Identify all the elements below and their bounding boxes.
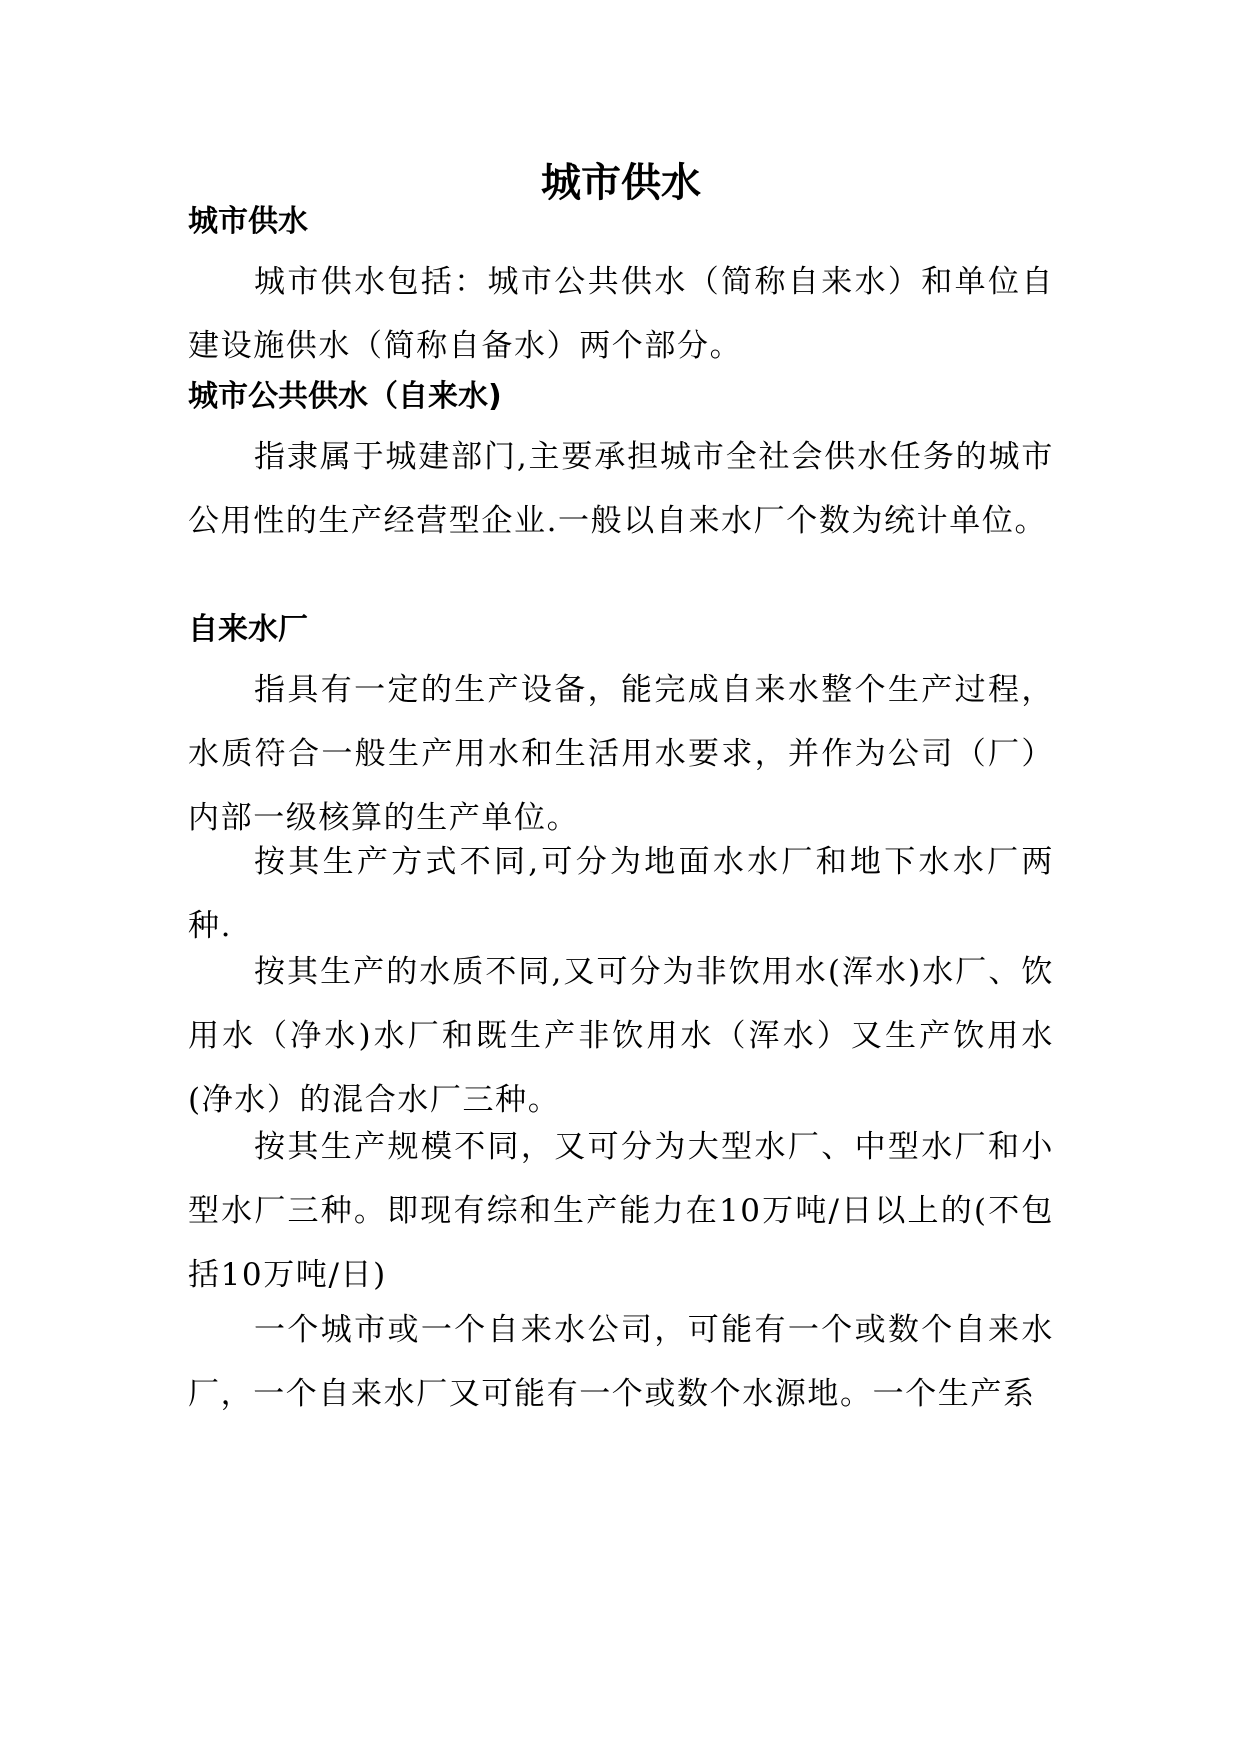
paragraph-by-production-scale: 按其生产规模不同，又可分为大型水厂、中型水厂和小型水厂三种。即现有综和生产能力在10万吨/日以上的(不包括10万吨/日) xyxy=(188,1129,1054,1293)
paragraph-waterworks-definition: 指具有一定的生产设备，能完成自来水整个生产过程，水质符合一般生产用水和生活用水要求，并作为公司（厂）内部一级核算的生产单位。 xyxy=(188,672,1054,836)
paragraph-public-water-supply-definition: 指隶属于城建部门,主要承担城市全社会供水任务的城市公用性的生产经营型企业.一般以自来水厂个数为统计单位。 xyxy=(188,439,1054,539)
paragraph-by-water-quality: 按其生产的水质不同,又可分为非饮用水(浑水)水厂、饮用水（净水)水厂和既生产非饮用水（浑水）又生产饮用水(净水）的混合水厂三种。 xyxy=(188,954,1054,1118)
section-heading-public-water-supply: 城市公共供水（自来水) xyxy=(188,379,502,414)
paragraph-by-production-method: 按其生产方式不同,可分为地面水水厂和地下水水厂两种. xyxy=(188,844,1054,944)
page-title: 城市供水 xyxy=(541,159,701,206)
section-heading-waterworks: 自来水厂 xyxy=(188,612,308,647)
section-heading-urban-water-supply: 城市供水 xyxy=(188,204,308,239)
paragraph-city-waterworks-sources: 一个城市或一个自来水公司，可能有一个或数个自来水厂，一个自来水厂又可能有一个或数个水源地。一个生产系 xyxy=(188,1312,1054,1412)
paragraph-urban-water-supply-definition: 城市供水包括：城市公共供水（简称自来水）和单位自建设施供水（简称自备水）两个部分。 xyxy=(188,264,1054,364)
